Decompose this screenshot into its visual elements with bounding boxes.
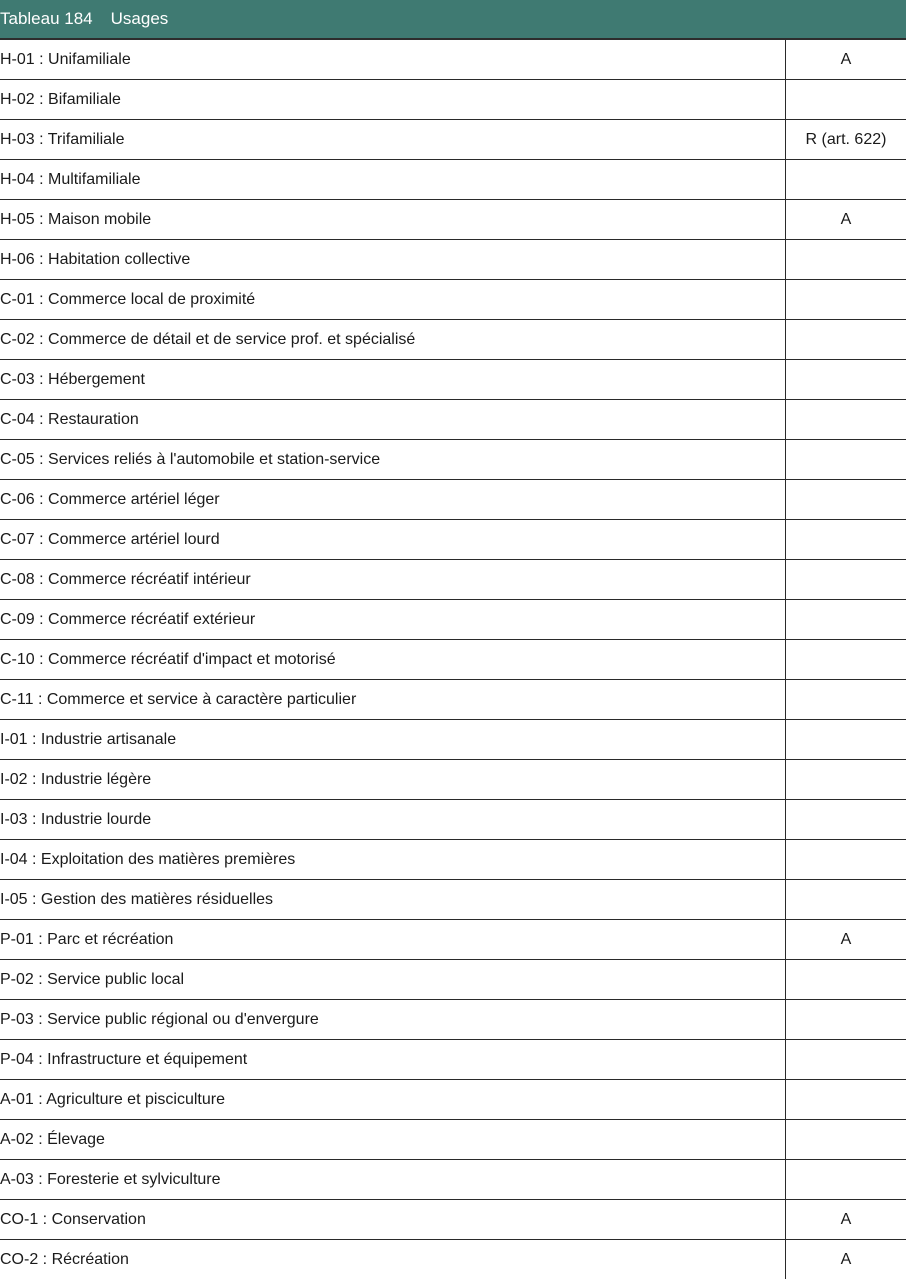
usage-label: CO-1 : Conservation	[0, 1200, 786, 1239]
table-row	[0, 360, 906, 400]
usage-value	[786, 400, 906, 439]
usage-value	[786, 520, 906, 559]
usage-value	[786, 1160, 906, 1199]
table-row	[0, 120, 906, 160]
table-row	[0, 1000, 906, 1040]
table-row	[0, 600, 906, 640]
usage-label: A-03 : Foresterie et sylviculture	[0, 1160, 786, 1199]
usage-value: A	[840, 930, 852, 948]
usage-value	[786, 320, 906, 359]
usage-value: A	[840, 50, 852, 68]
table-row	[0, 40, 906, 80]
usage-label: C-01 : Commerce local de proximité	[0, 280, 786, 319]
table-row	[0, 440, 906, 480]
table-row	[0, 400, 906, 440]
usage-value	[786, 800, 906, 839]
table-row	[0, 200, 906, 240]
usage-value	[786, 760, 906, 799]
table-title: Usages	[110, 9, 169, 28]
table-row	[0, 160, 906, 200]
usage-label: A-01 : Agriculture et pisciculture	[0, 1080, 786, 1119]
usage-value: A	[840, 210, 852, 228]
usage-label: H-03 : Trifamiliale	[0, 120, 786, 159]
usage-value: A	[840, 1210, 852, 1228]
usage-value	[786, 480, 906, 519]
usage-label: C-07 : Commerce artériel lourd	[0, 520, 786, 559]
usage-value	[786, 640, 906, 679]
usage-label: C-06 : Commerce artériel léger	[0, 480, 786, 519]
table-row	[0, 480, 906, 520]
usage-value	[786, 440, 906, 479]
usage-label: P-03 : Service public régional ou d'envergure	[0, 1000, 786, 1039]
usage-value	[786, 280, 906, 319]
table-row	[0, 680, 906, 720]
usage-label: H-04 : Multifamiliale	[0, 160, 786, 199]
usage-label: P-01 : Parc et récréation	[0, 920, 786, 959]
usage-label: H-02 : Bifamiliale	[0, 80, 786, 119]
usage-label: C-04 : Restauration	[0, 400, 786, 439]
usage-value: R (art. 622)	[805, 130, 887, 148]
table-row	[0, 80, 906, 120]
table-number: Tableau 184	[0, 9, 93, 28]
table-row	[0, 1120, 906, 1160]
usage-label: I-03 : Industrie lourde	[0, 800, 786, 839]
table-row	[0, 1080, 906, 1120]
table-row	[0, 560, 906, 600]
usage-label: C-09 : Commerce récréatif extérieur	[0, 600, 786, 639]
usage-label: C-03 : Hébergement	[0, 360, 786, 399]
usage-value	[786, 1040, 906, 1079]
usage-label: I-02 : Industrie légère	[0, 760, 786, 799]
usage-label: P-04 : Infrastructure et équipement	[0, 1040, 786, 1079]
table-row	[0, 880, 906, 920]
usage-value	[786, 160, 906, 199]
table-row	[0, 960, 906, 1000]
table-row	[0, 280, 906, 320]
usage-value	[786, 1000, 906, 1039]
usage-label: C-05 : Services reliés à l'automobile et station-service	[0, 440, 786, 479]
usage-value	[786, 80, 906, 119]
usage-value	[786, 240, 906, 279]
table-row	[0, 800, 906, 840]
table-row	[0, 520, 906, 560]
usage-label: C-08 : Commerce récréatif intérieur	[0, 560, 786, 599]
usage-value	[786, 600, 906, 639]
usage-label: I-01 : Industrie artisanale	[0, 720, 786, 759]
table-row	[0, 1240, 906, 1279]
usage-label: I-05 : Gestion des matières résiduelles	[0, 880, 786, 919]
usage-label: C-02 : Commerce de détail et de service prof. et spécialisé	[0, 320, 786, 359]
usage-value	[786, 1080, 906, 1119]
usage-label: C-11 : Commerce et service à caractère particulier	[0, 680, 786, 719]
table-row	[0, 920, 906, 960]
usage-label: C-10 : Commerce récréatif d'impact et motorisé	[0, 640, 786, 679]
usage-label: H-05 : Maison mobile	[0, 200, 786, 239]
usage-value	[786, 840, 906, 879]
usage-label: P-02 : Service public local	[0, 960, 786, 999]
table-row	[0, 1040, 906, 1080]
table-row	[0, 240, 906, 280]
table-row	[0, 840, 906, 880]
usage-value	[786, 960, 906, 999]
usages-table	[0, 40, 906, 1279]
usage-label: H-06 : Habitation collective	[0, 240, 786, 279]
usage-label: H-01 : Unifamiliale	[0, 40, 786, 79]
usage-value	[786, 1120, 906, 1159]
table-header	[0, 0, 906, 40]
table-row	[0, 320, 906, 360]
usage-value	[786, 880, 906, 919]
usage-value	[786, 560, 906, 599]
table-row	[0, 1200, 906, 1240]
usage-value: A	[840, 1250, 852, 1268]
usage-value	[786, 360, 906, 399]
table-row	[0, 640, 906, 680]
usage-label: CO-2 : Récréation	[0, 1240, 786, 1279]
usage-label: A-02 : Élevage	[0, 1120, 786, 1159]
table-row	[0, 720, 906, 760]
table-row	[0, 760, 906, 800]
usage-label: I-04 : Exploitation des matières premières	[0, 840, 786, 879]
usage-value	[786, 720, 906, 759]
usage-value	[786, 680, 906, 719]
table-row	[0, 1160, 906, 1200]
